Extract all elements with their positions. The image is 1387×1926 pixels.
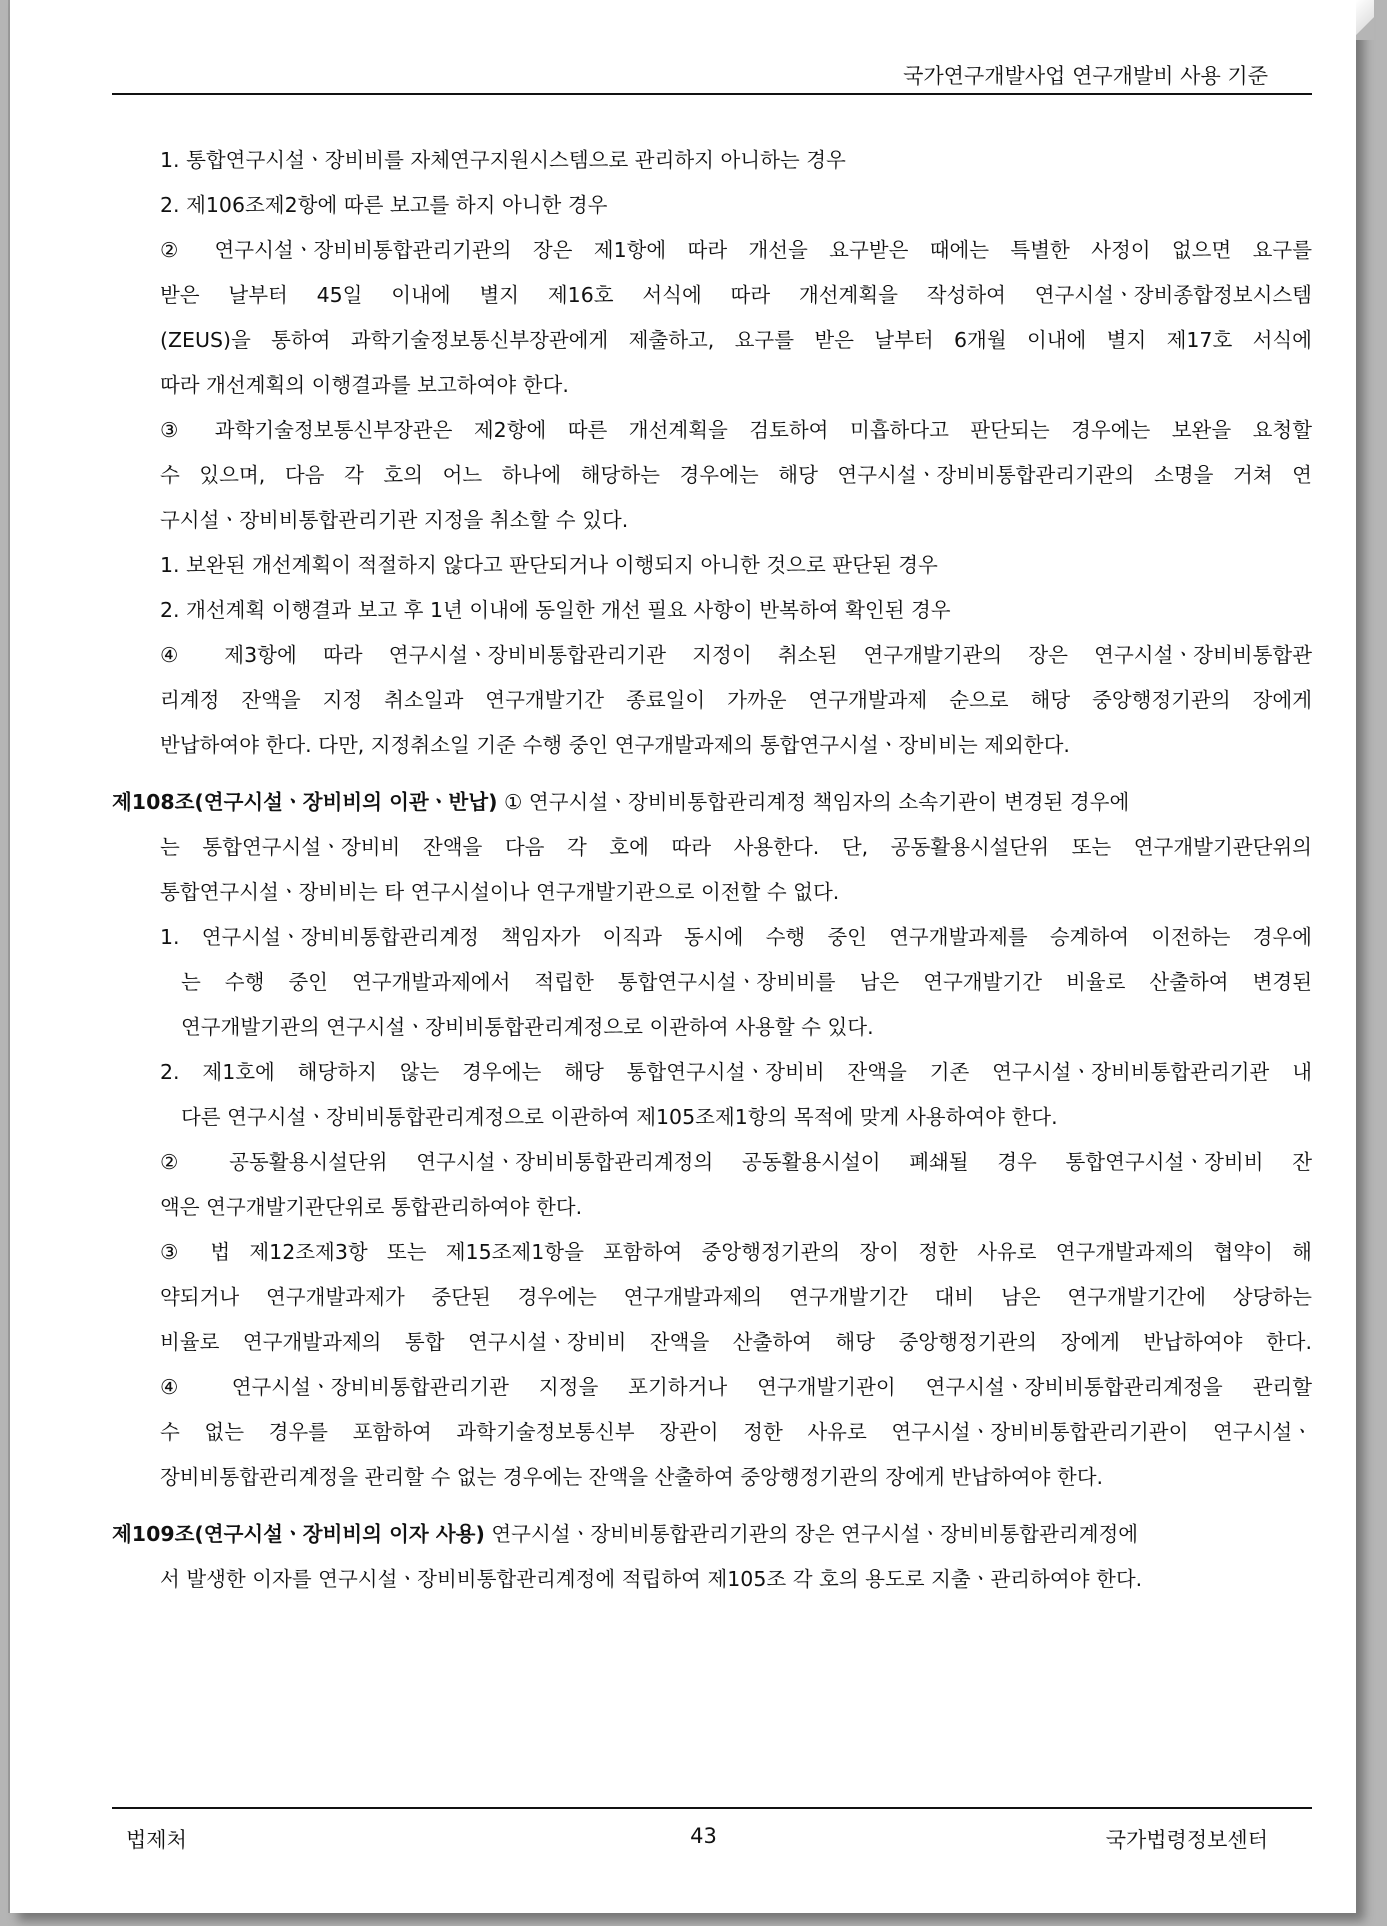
page-curl — [1356, 0, 1374, 40]
article-108-heading: 제108조(연구시설ㆍ장비비의 이관ㆍ반납) — [112, 790, 498, 814]
document-page — [10, 0, 1356, 1913]
footer-rule — [112, 1807, 1312, 1809]
page-number: 43 — [690, 1824, 717, 1848]
paragraph-3-line: 수 있으며, 다음 각 호의 어느 하나에 해당하는 경우에는 해당 연구시설ㆍ장비비통합관리기관의 소명을 거쳐 연 — [160, 463, 1312, 487]
article-109-first-line — [112, 1512, 1312, 1557]
article-108-line: 통합연구시설ㆍ장비비는 타 연구시설이나 연구개발기관으로 이전할 수 없다. — [160, 880, 840, 904]
paragraph-2-line: ② 연구시설ㆍ장비비통합관리기관의 장은 제1항에 따라 개선을 요구받은 때에는 특별한 사정이 없으면 요구를 — [160, 238, 1312, 262]
item-2: 2. 개선계획 이행결과 보고 후 1년 이내에 동일한 개선 필요 사항이 반복하여 확인된 경우 — [160, 598, 951, 622]
article-108-paragraph-4-line: 수 없는 경우를 포함하여 과학기술정보통신부 장관이 정한 사유로 연구시설ㆍ장비비통합관리기관이 연구시설ㆍ — [160, 1420, 1312, 1444]
article-109-heading: 제109조(연구시설ㆍ장비비의 이자 사용) — [112, 1522, 485, 1546]
article-108-paragraph-2: ② 공동활용시설단위 연구시설ㆍ장비비통합관리계정의 공동활용시설이 폐쇄될 경우 통합연구시설ㆍ장비비 잔 — [160, 1150, 1312, 1174]
footer-center-name: 국가법령정보센터 — [1105, 1828, 1268, 1852]
article-109-text: 연구시설ㆍ장비비통합관리기관의 장은 연구시설ㆍ장비비통합관리계정에 — [484, 1522, 1139, 1546]
spacer — [112, 1500, 1312, 1512]
paragraph-4-line: 리계정 잔액을 지정 취소일과 연구개발기간 종료일이 가까운 연구개발과제 순으로 해당 중앙행정기관의 장에게 — [160, 688, 1312, 712]
article-108-item-1: 1. 연구시설ㆍ장비비통합관리계정 책임자가 이직과 동시에 수행 중인 연구개발과제를 승계하여 이전하는 경우에 — [160, 925, 1312, 949]
item-1: 1. 보완된 개선계획이 적절하지 않다고 판단되거나 이행되지 아니한 것으로 판단된 경우 — [160, 553, 938, 577]
article-108-line: 는 통합연구시설ㆍ장비비 잔액을 다음 각 호에 따라 사용한다. 단, 공동활용시설단위 또는 연구개발기관단위의 — [160, 835, 1312, 859]
article-108-item-2: 2. 제1호에 해당하지 않는 경우에는 해당 통합연구시설ㆍ장비비 잔액을 기존 연구시설ㆍ장비비통합관리기관 내 — [160, 1060, 1312, 1084]
article-108-paragraph-3-line: 약되거나 연구개발과제가 중단된 경우에는 연구개발과제의 연구개발기간 대비 남은 연구개발기간에 상당하는 — [160, 1285, 1312, 1309]
paragraph-4-line: ④ 제3항에 따라 연구시설ㆍ장비비통합관리기관 지정이 취소된 연구개발기관의 장은 연구시설ㆍ장비비통합관 — [160, 643, 1312, 667]
paragraph-3-line: 구시설ㆍ장비비통합관리기관 지정을 취소할 수 있다. — [160, 508, 629, 532]
article-108-paragraph-2-line: 액은 연구개발기관단위로 통합관리하여야 한다. — [160, 1195, 583, 1219]
article-108-paragraph-3-line: 비율로 연구개발과제의 통합 연구시설ㆍ장비비 잔액을 산출하여 해당 중앙행정기관의 장에게 반납하여야 한다. — [160, 1330, 1312, 1354]
article-108-item-1-line: 는 수행 중인 연구개발과제에서 적립한 통합연구시설ㆍ장비비를 남은 연구개발기간 비율로 산출하여 변경된 — [181, 970, 1312, 994]
article-108-text: ① 연구시설ㆍ장비비통합관리계정 책임자의 소속기관이 변경된 경우에 — [497, 790, 1130, 814]
paragraph-2-line: 따라 개선계획의 이행결과를 보고하여야 한다. — [160, 373, 569, 397]
item-2: 2. 제106조제2항에 따른 보고를 하지 아니한 경우 — [160, 193, 608, 217]
article-108-paragraph-3: ③ 법 제12조제3항 또는 제15조제1항을 포함하여 중앙행정기관의 장이 정한 사유로 연구개발과제의 협약이 해 — [160, 1240, 1312, 1264]
page-body — [112, 138, 1312, 1602]
article-108-paragraph-4-line: 장비비통합관리계정을 관리할 수 없는 경우에는 잔액을 산출하여 중앙행정기관의 장에게 반납하여야 한다. — [160, 1465, 1104, 1489]
article-108-first-line — [112, 780, 1312, 825]
article-109-line: 서 발생한 이자를 연구시설ㆍ장비비통합관리계정에 적립하여 제105조 각 호의 용도로 지출ㆍ관리하여야 한다. — [160, 1567, 1143, 1591]
paragraph-3-line: ③ 과학기술정보통신부장관은 제2항에 따른 개선계획을 검토하여 미흡하다고 판단되는 경우에는 보완을 요청할 — [160, 418, 1312, 442]
header-title: 국가연구개발사업 연구개발비 사용 기준 — [903, 64, 1268, 88]
item-1: 1. 통합연구시설ㆍ장비비를 자체연구지원시스템으로 관리하지 아니하는 경우 — [160, 148, 846, 172]
paragraph-4-line: 반납하여야 한다. 다만, 지정취소일 기준 수행 중인 연구개발과제의 통합연구시설ㆍ장비비는 제외한다. — [160, 733, 1070, 757]
spacer — [112, 768, 1312, 780]
header-rule — [112, 93, 1312, 95]
article-108-paragraph-4: ④ 연구시설ㆍ장비비통합관리기관 지정을 포기하거나 연구개발기관이 연구시설ㆍ장비비통합관리계정을 관리할 — [160, 1375, 1312, 1399]
paragraph-2-line: 받은 날부터 45일 이내에 별지 제16호 서식에 따라 개선계획을 작성하여 연구시설ㆍ장비종합정보시스템 — [160, 283, 1312, 307]
article-108-item-1-line: 연구개발기관의 연구시설ㆍ장비비통합관리계정으로 이관하여 사용할 수 있다. — [181, 1015, 874, 1039]
footer-source: 법제처 — [126, 1828, 187, 1852]
article-108-item-2-line: 다른 연구시설ㆍ장비비통합관리계정으로 이관하여 제105조제1항의 목적에 맞게 사용하여야 한다. — [181, 1105, 1058, 1129]
paragraph-2-line: (ZEUS)을 통하여 과학기술정보통신부장관에게 제출하고, 요구를 받은 날부터 6개월 이내에 별지 제17호 서식에 — [160, 328, 1312, 352]
